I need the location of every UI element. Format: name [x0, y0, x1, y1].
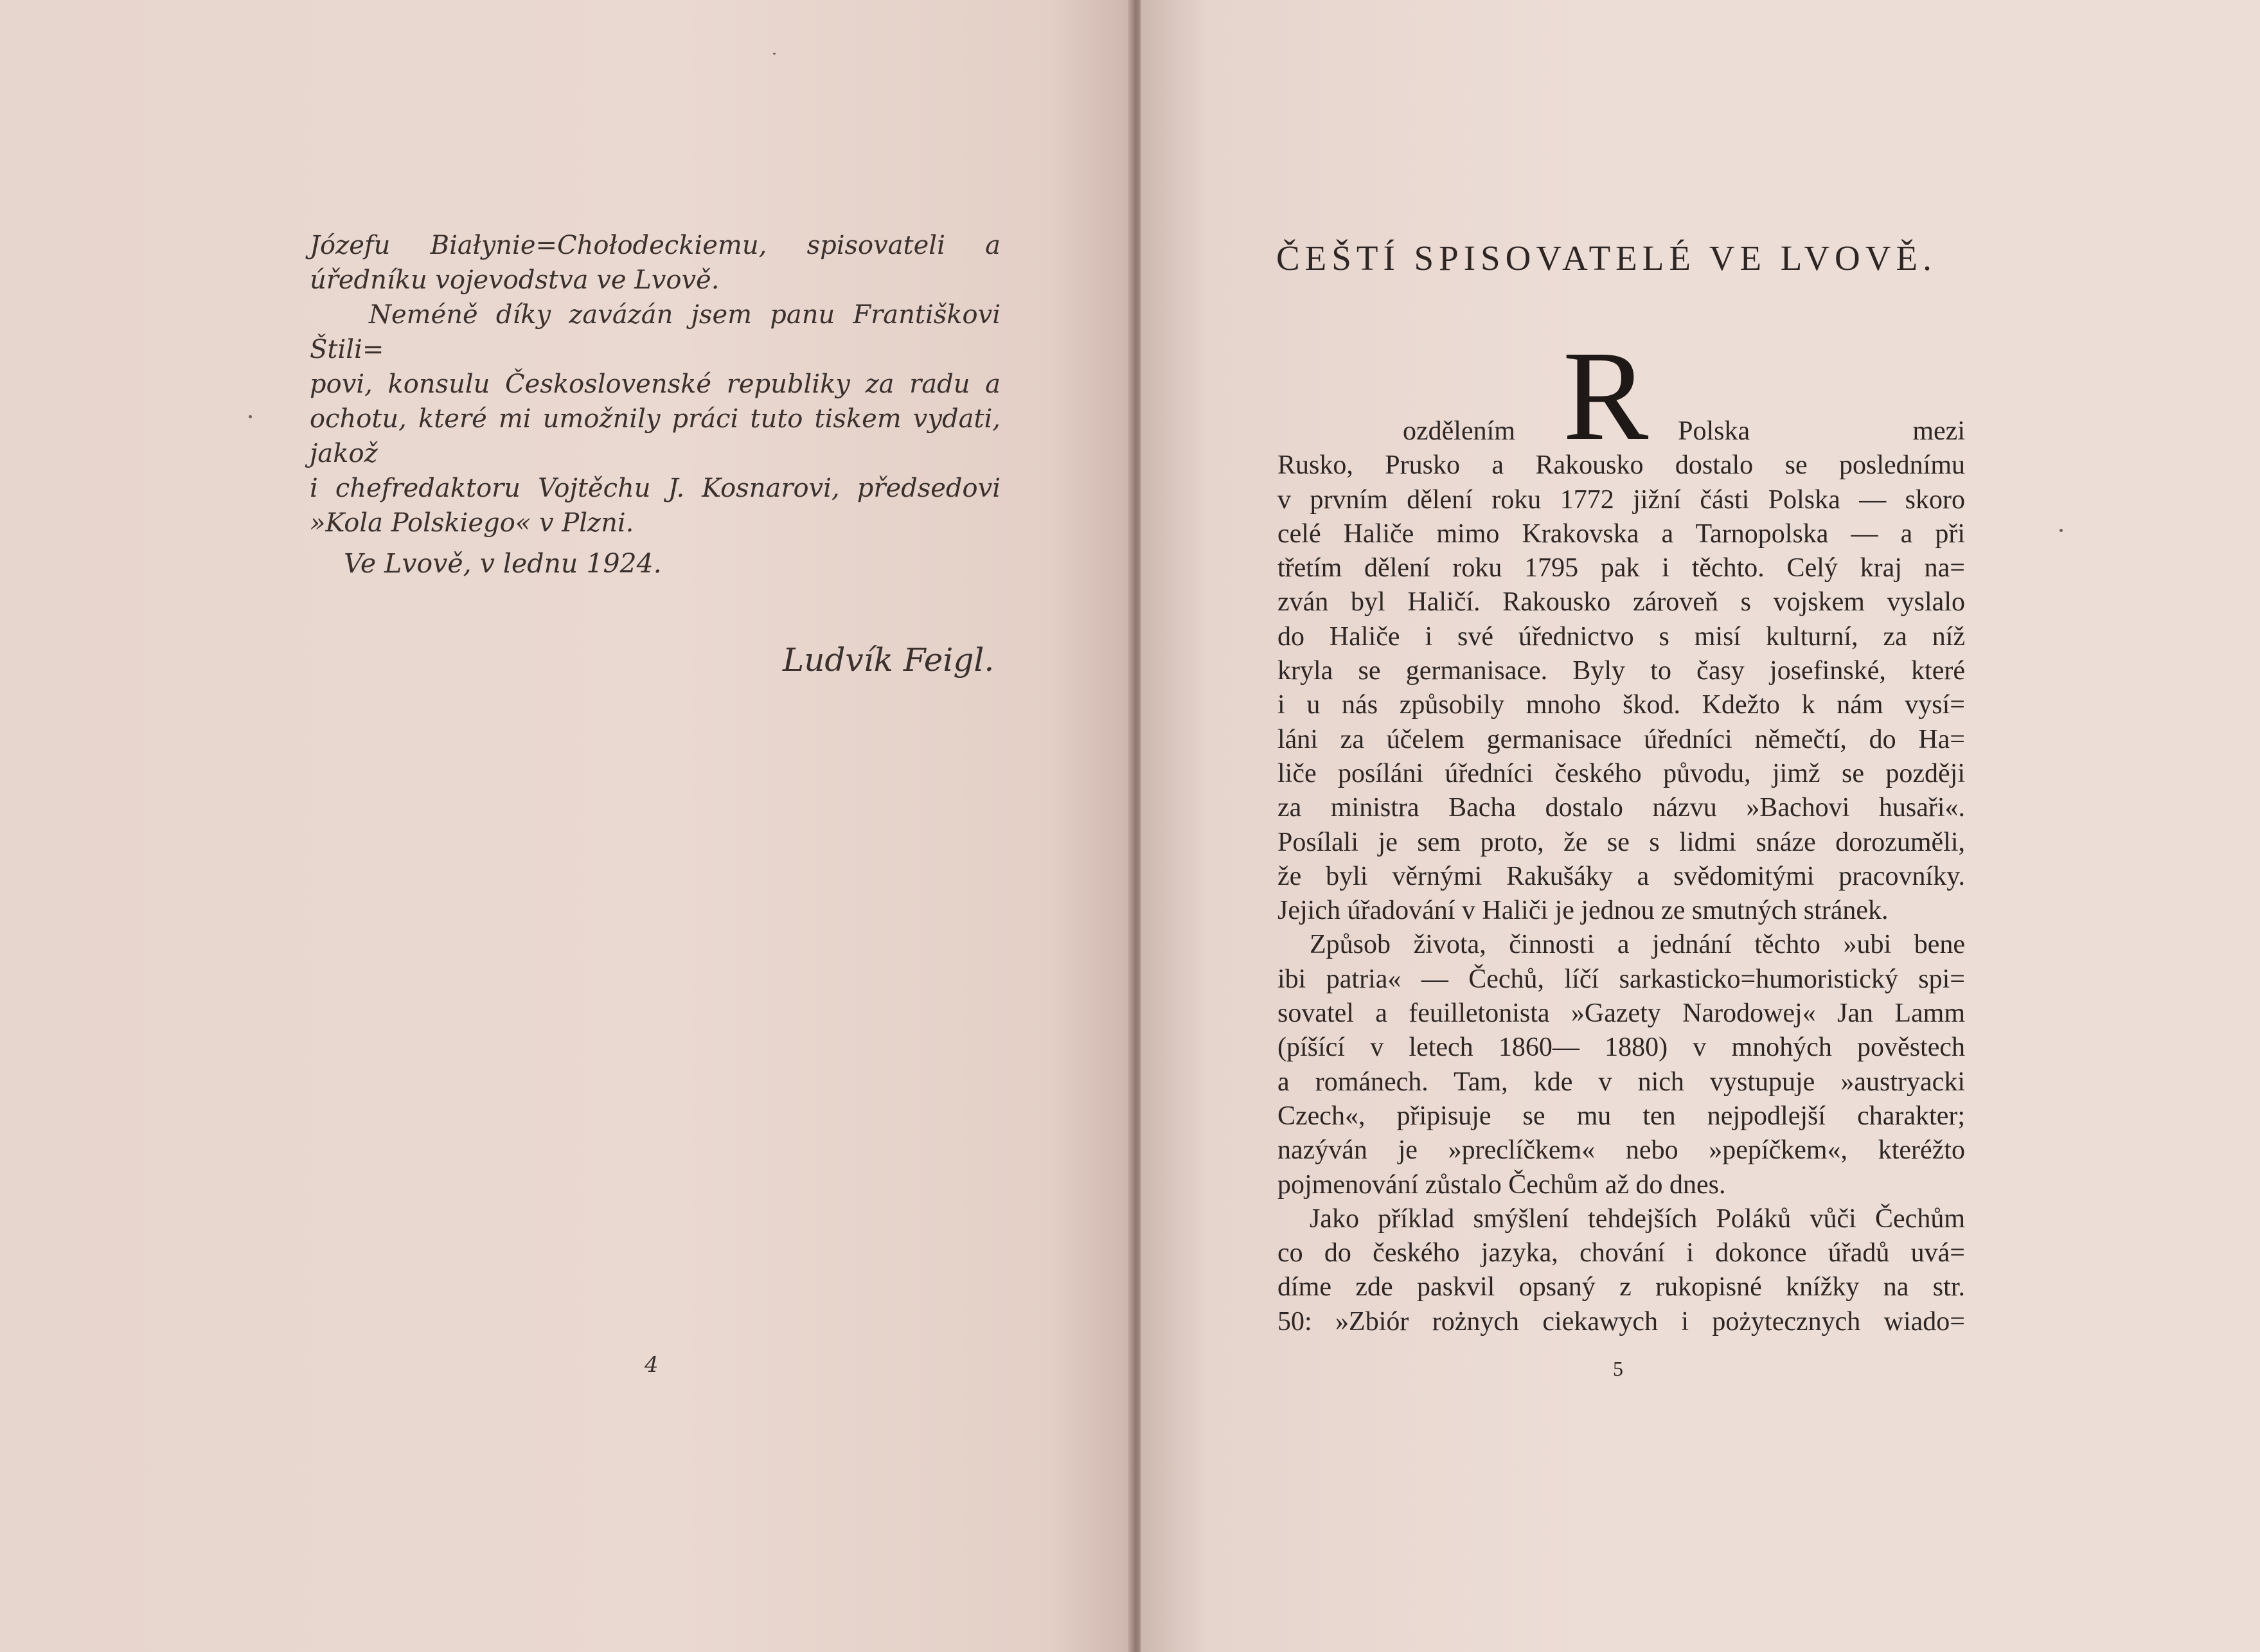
dedication-line: Neméně díky zavázán jsem panu Františkovi Štili=: [310, 300, 1001, 364]
dedication-line: povi, konsulu Československé republiky za radu a: [310, 369, 1001, 399]
body-line: Czech«, připisuje se mu ten nejpodlejší charakter;: [1277, 1101, 1965, 1131]
page-number-left: 4: [645, 1352, 659, 1378]
dedication-line: úředníku vojevodstva ve Lvově.: [310, 265, 720, 295]
page-number-right: 5: [1613, 1357, 1623, 1380]
body-line: sovatel a feuilletonista »Gazety Narodowej« Jan Lamm: [1277, 999, 1965, 1029]
paper-speck: [2060, 529, 2063, 532]
dedication-line: ochotu, které mi umožnily práci tuto tiskem vydati, jakož: [310, 404, 1001, 468]
body-line: třetím dělení roku 1795 pak i těchto. Celý kraj na=: [1277, 553, 1965, 583]
dedication-line: i chefredaktoru Vojtěchu J. Kosnarovi, předsedovi: [310, 474, 1001, 503]
body-line: ibi patria« — Čechů, líčí sarkasticko=humoristický spi=: [1277, 964, 1965, 994]
dedication-line: Józefu Białynie=Chołodeckiemu, spisovateli a: [310, 231, 1001, 260]
body-line: a románech. Tam, kde v nich vystupuje »austryacki: [1277, 1067, 1965, 1097]
paper-speck: [773, 53, 776, 55]
drop-cap: R: [1563, 325, 1649, 467]
body-line: do Haliče i své úřednictvo s misí kulturní, za níž: [1277, 621, 1965, 652]
body-first-line: ozdělením Polska mezi: [1403, 416, 1965, 446]
paper-speck: [249, 415, 252, 418]
body-line: díme zde paskvil opsaný z rukopisné knížky na str.: [1277, 1272, 1965, 1302]
body-line: co do českého jazyka, chování i dokonce úřadů uvá=: [1277, 1238, 1965, 1268]
body-line: zván byl Haličí. Rakousko zároveň s vojskem vyslalo: [1277, 587, 1965, 617]
body-line: Rusko, Prusko a Rakousko dostalo se poslednímu: [1277, 450, 1965, 481]
body-line: pojmenování zůstalo Čechům až do dnes.: [1277, 1169, 1726, 1200]
signature: Ludvík Feigl.: [783, 641, 995, 679]
body-line: v prvním dělení roku 1772 jižní části Polska — skoro: [1277, 484, 1965, 515]
body-text: [1277, 414, 1965, 1339]
body-line: nazýván je »preclíčkem« nebo »pepíčkem«, kteréžto: [1277, 1135, 1965, 1166]
dedication-text: [310, 228, 1001, 540]
body-line: za ministra Bacha dostalo názvu »Bachovi husaři«.: [1277, 793, 1965, 823]
body-line: Jejich úřadování v Haliči je jednou ze smutných stránek.: [1277, 896, 1889, 926]
body-line: liče posíláni úředníci českého původu, jimž se později: [1277, 758, 1965, 788]
dateline: Ve Lvově, v lednu 1924.: [344, 548, 662, 579]
body-line: Způsob života, činnosti a jednání těchto »ubi bene: [1310, 930, 1965, 960]
body-line: kryla se germanisace. Byly to časy josefinské, které: [1277, 656, 1965, 686]
body-line: že byli věrnými Rakušáky a svědomitými pracovníky.: [1277, 861, 1965, 891]
body-line: 50: »Zbiór rożnych ciekawych i pożytecznych wiado=: [1277, 1306, 1965, 1337]
body-line: Posílali je sem proto, že se s lidmi snáze dorozuměli,: [1277, 827, 1965, 857]
body-line: (píšící v letech 1860— 1880) v mnohých pověstech: [1277, 1033, 1965, 1063]
chapter-title: ČEŠTÍ SPISOVATELÉ VE LVOVĚ.: [1276, 238, 1937, 278]
body-line: láni za účelem germanisace úředníci němečtí, do Ha=: [1277, 724, 1965, 754]
body-line: Jako příklad smýšlení tehdejších Poláků vůči Čechům: [1310, 1203, 1965, 1234]
body-line: i u nás způsobily mnoho škod. Kdežto k nám vysí=: [1277, 690, 1965, 720]
body-line: celé Haliče mimo Krakovska a Tarnopolska — a při: [1277, 519, 1965, 549]
dedication-line: »Kola Polskiego« v Plzni.: [310, 508, 634, 538]
